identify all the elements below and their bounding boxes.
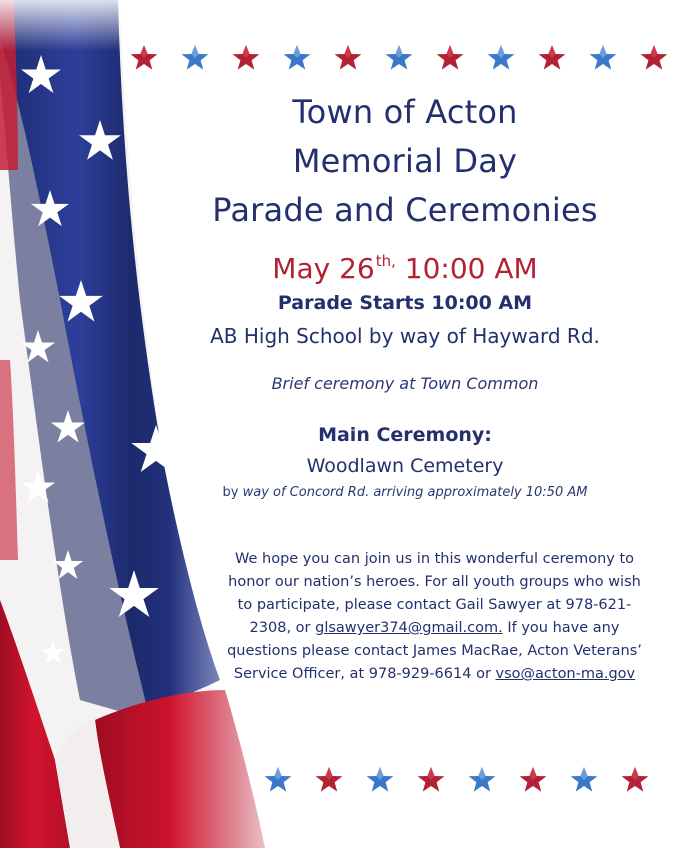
title-line-3: Parade and Ceremonies: [212, 191, 598, 229]
blue-star-icon: [264, 766, 292, 794]
event-date: [170, 241, 640, 289]
red-star-icon: [315, 766, 343, 794]
blue-star-icon: [181, 44, 209, 72]
red-star-icon: [519, 766, 547, 794]
brief-ceremony-note: Brief ceremony at Town Common: [271, 374, 539, 393]
main-ceremony-note: [170, 485, 640, 500]
blue-star-icon: [589, 44, 617, 72]
title-line-2: Memorial Day: [292, 142, 518, 180]
main-ceremony-heading: Main Ceremony:: [318, 424, 492, 446]
parade-heading: Parade Starts 10:00 AM: [277, 292, 533, 314]
blue-star-icon: [570, 766, 598, 794]
email-link-gail[interactable]: glsawyer374@gmail.com.: [315, 620, 503, 636]
red-star-icon: [436, 44, 464, 72]
bottom-star-row: [264, 766, 649, 794]
event-title: [170, 88, 640, 235]
red-star-icon: [130, 44, 158, 72]
top-star-row: [130, 44, 668, 72]
red-star-icon: [334, 44, 362, 72]
title-line-1: Town of Acton: [292, 93, 518, 131]
parade-route: AB High School by way of Hayward Rd.: [210, 324, 600, 348]
invitation-paragraph: [222, 548, 647, 686]
blue-star-icon: [366, 766, 394, 794]
blue-star-icon: [468, 766, 496, 794]
red-star-icon: [640, 44, 668, 72]
main-ceremony-location: Woodlawn Cemetery: [306, 455, 504, 477]
blue-star-icon: [385, 44, 413, 72]
main-note-prefix: by: [222, 485, 243, 500]
date-time: 10:00 AM: [404, 252, 538, 285]
blue-star-icon: [487, 44, 515, 72]
red-star-icon: [232, 44, 260, 72]
date-month-day: May 26: [272, 252, 375, 285]
main-note-detail: way of Concord Rd. arriving approximately 10:50 AM: [242, 485, 588, 500]
red-star-icon: [621, 766, 649, 794]
date-suffix: th,: [375, 252, 396, 270]
red-star-icon: [417, 766, 445, 794]
invitation-text-2: If you have any questions please contact James MacRae, Acton Veterans’ Service Officer, at 978-929-6614 or: [227, 620, 642, 682]
blue-star-icon: [283, 44, 311, 72]
email-link-vso[interactable]: vso@acton-ma.gov: [495, 666, 636, 682]
red-star-icon: [538, 44, 566, 72]
invitation-text-1: We hope you can join us in this wonderful ceremony to honor our nation’s heroes. For all youth groups who wish to participate, please contact Gail Sawyer at 978-621-2308, or: [228, 551, 641, 636]
